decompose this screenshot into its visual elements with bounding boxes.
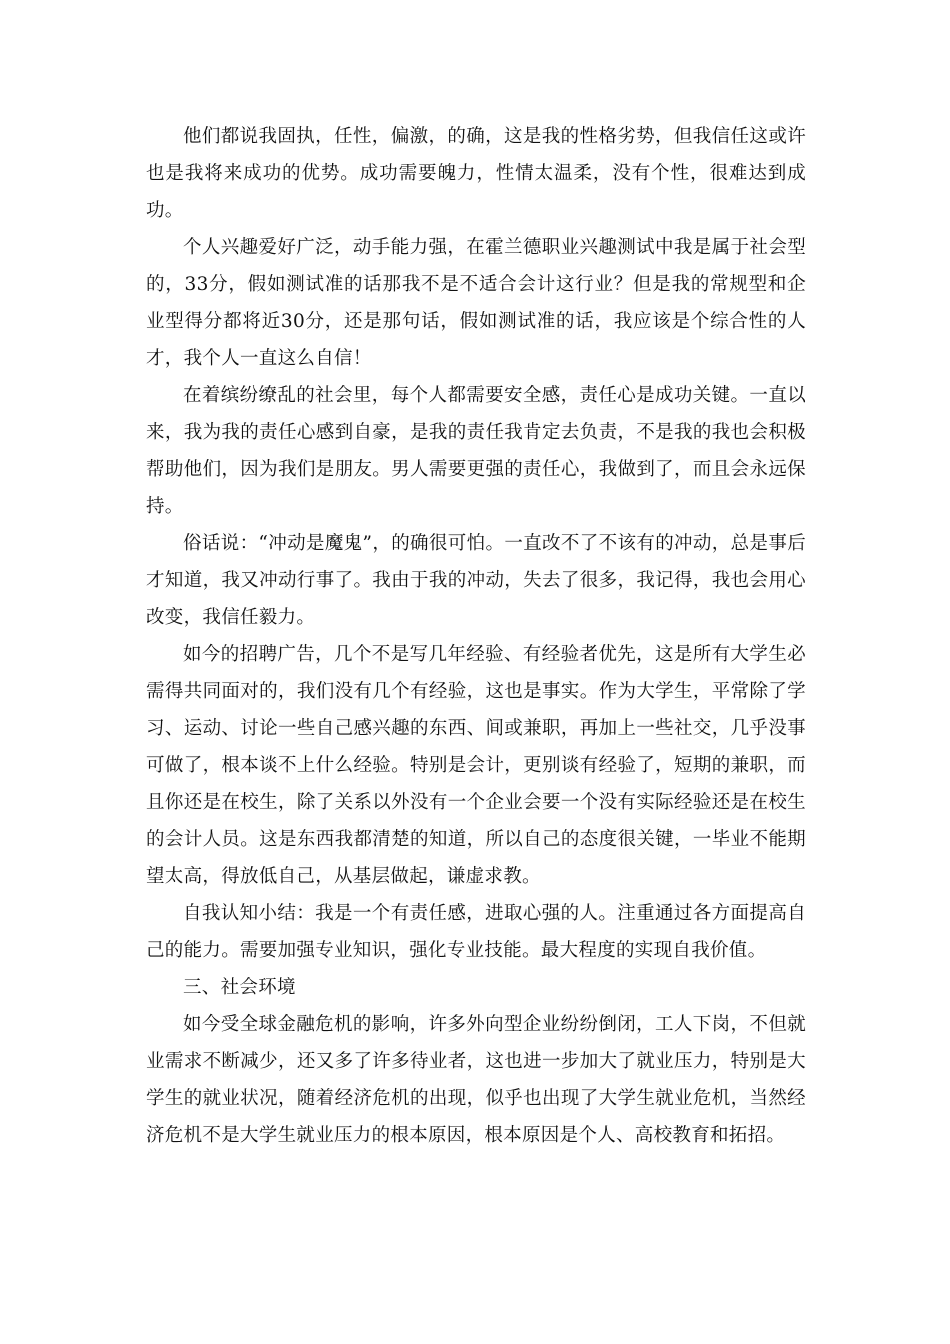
paragraph-personality: 他们都说我固执，任性，偏激，的确，这是我的性格劣势，但我信任这或许也是我将来成功的优势。成功需要魄力，性情太温柔，没有个性，很难达到成功。 [146, 126, 806, 221]
paragraph-experience: 如今的招聘广告，几个不是写几年经验、有经验者优先，这是所有大学生必需得共同面对的，我们没有几个有经验，这也是事实。作为大学生，平常除了学习、运动、讨论一些自己感兴趣的东西、间或兼职，再加上一些社交，几乎没事可做了，根本谈不上什么经验。特别是会计，更别谈有经验了，短期的兼职，而且你还是在校生，除了关系以外没有一个企业会要一个没有实际经验还是在校生的会计人员。这是东西我都清楚的知道，所以自己的态度很关键，一毕业不能期望太高，得放低自己，从基层做起，谦虚求教。 [146, 644, 806, 887]
paragraph-interests: 个人兴趣爱好广泛，动手能力强，在霍兰德职业兴趣测试中我是属于社会型的，33分，假如测试准的话那我不是不适合会计这行业？但是我的常规型和企业型得分都将近30分，还是那句话，假如测试准的话，我应该是个综合性的人才，我个人一直这么自信！ [146, 237, 806, 369]
paragraph-social-environment: 如今受全球金融危机的影响，许多外向型企业纷纷倒闭，工人下岗，不但就业需求不断减少，还又多了许多待业者，这也进一步加大了就业压力，特别是大学生的就业状况，随着经济危机的出现，似乎也出现了大学生就业危机，当然经济危机不是大学生就业压力的根本原因，根本原因是个人、高校教育和拓招。 [146, 1014, 806, 1146]
section-heading: 三、社会环境 [183, 977, 296, 998]
paragraph-self-summary: 自我认知小结：我是一个有责任感，进取心强的人。注重通过各方面提高自己的能力。需要加强专业知识，强化专业技能。最大程度的实现自我价值。 [146, 903, 806, 961]
paragraph-impulse: 俗话说：“冲动是魔鬼”，的确很可怕。一直改不了不该有的冲动，总是事后才知道，我又冲动行事了。我由于我的冲动，失去了很多，我记得，我也会用心改变，我信任毅力。 [146, 533, 806, 628]
document-body [146, 118, 806, 1154]
paragraph-responsibility: 在着缤纷缭乱的社会里，每个人都需要安全感，责任心是成功关键。一直以来，我为我的责任心感到自豪，是我的责任我肯定去负责，不是我的我也会积极帮助他们，因为我们是朋友。男人需要更强的责任心，我做到了，而且会永远保持。 [146, 385, 806, 517]
